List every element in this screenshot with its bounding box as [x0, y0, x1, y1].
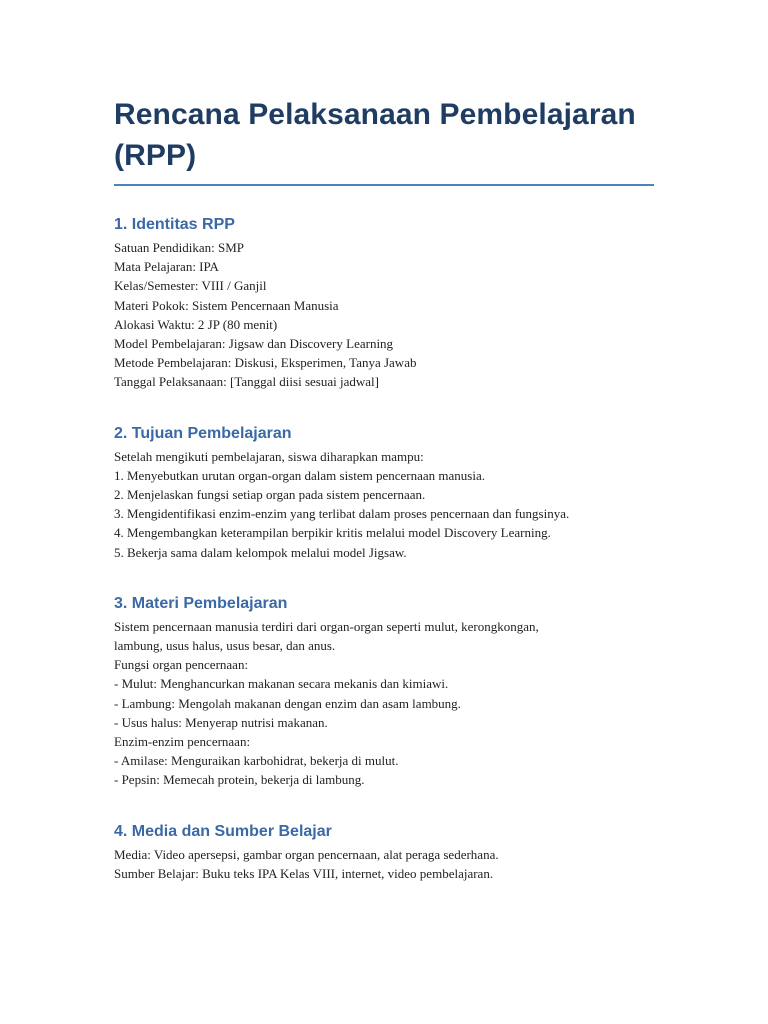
- text-line: Enzim-enzim pencernaan:: [114, 734, 251, 750]
- section-body: [114, 845, 658, 883]
- text-line: 4. Mengembangkan keterampilan berpikir kritis melalui model Discovery Learning.: [114, 525, 551, 541]
- section-body: [114, 447, 658, 562]
- text-line: - Mulut: Menghancurkan makanan secara mekanis dan kimiawi.: [114, 676, 449, 692]
- text-line: Sumber Belajar: Buku teks IPA Kelas VIII, internet, video pembelajaran.: [114, 865, 494, 881]
- section-body: [114, 238, 658, 392]
- text-line: Model Pembelajaran: Jigsaw dan Discovery Learning: [114, 336, 394, 352]
- text-line: Materi Pokok: Sistem Pencernaan Manusia: [114, 297, 339, 313]
- text-line: Metode Pembelajaran: Diskusi, Eksperimen, Tanya Jawab: [114, 355, 417, 371]
- text-line: 5. Bekerja sama dalam kelompok melalui model Jigsaw.: [114, 544, 407, 560]
- text-line: - Pepsin: Memecah protein, bekerja di lambung.: [114, 772, 365, 788]
- text-line: - Usus halus: Menyerap nutrisi makanan.: [114, 714, 328, 730]
- text-line: - Amilase: Menguraikan karbohidrat, bekerja di mulut.: [114, 753, 399, 769]
- section-materi: [114, 593, 658, 790]
- text-line: Alokasi Waktu: 2 JP (80 menit): [114, 316, 278, 332]
- section-media: [114, 821, 658, 883]
- text-line: Fungsi organ pencernaan:: [114, 657, 249, 673]
- document-title-line-1: Rencana Pelaksanaan Pembelajaran: [114, 98, 636, 131]
- text-line: 1. Menyebutkan urutan organ-organ dalam sistem pencernaan manusia.: [114, 467, 485, 483]
- text-line: 2. Menjelaskan fungsi setiap organ pada sistem pencernaan.: [114, 487, 426, 503]
- section-tujuan: [114, 423, 658, 562]
- text-line: Media: Video apersepsi, gambar organ pencernaan, alat peraga sederhana.: [114, 846, 499, 862]
- text-line: Setelah mengikuti pembelajaran, siswa diharapkan mampu:: [114, 448, 424, 464]
- text-line: Tanggal Pelaksanaan: [Tanggal diisi sesuai jadwal]: [114, 374, 379, 390]
- section-heading: 1. Identitas RPP: [114, 216, 235, 233]
- section-heading: 2. Tujuan Pembelajaran: [114, 424, 292, 442]
- section-body: [114, 617, 658, 790]
- section-heading: 3. Materi Pembelajaran: [114, 594, 288, 612]
- section-identitas: [114, 214, 658, 392]
- document-title-line-2: (RPP): [114, 139, 197, 172]
- text-line: Satuan Pendidikan: SMP: [114, 240, 245, 255]
- text-line: Mata Pelajaran: IPA: [114, 259, 219, 275]
- document-page: [114, 94, 658, 883]
- document-title: [114, 94, 654, 186]
- text-line: lambung, usus halus, usus besar, dan anus.: [114, 638, 336, 654]
- text-line: Kelas/Semester: VIII / Ganjil: [114, 278, 267, 294]
- section-heading: 4. Media dan Sumber Belajar: [114, 822, 332, 840]
- text-line: 3. Mengidentifikasi enzim-enzim yang terlibat dalam proses pencernaan dan fungsinya.: [114, 506, 570, 522]
- text-line: - Lambung: Mengolah makanan dengan enzim dan asam lambung.: [114, 695, 461, 711]
- text-line: Sistem pencernaan manusia terdiri dari organ-organ seperti mulut, kerongkongan,: [114, 618, 539, 634]
